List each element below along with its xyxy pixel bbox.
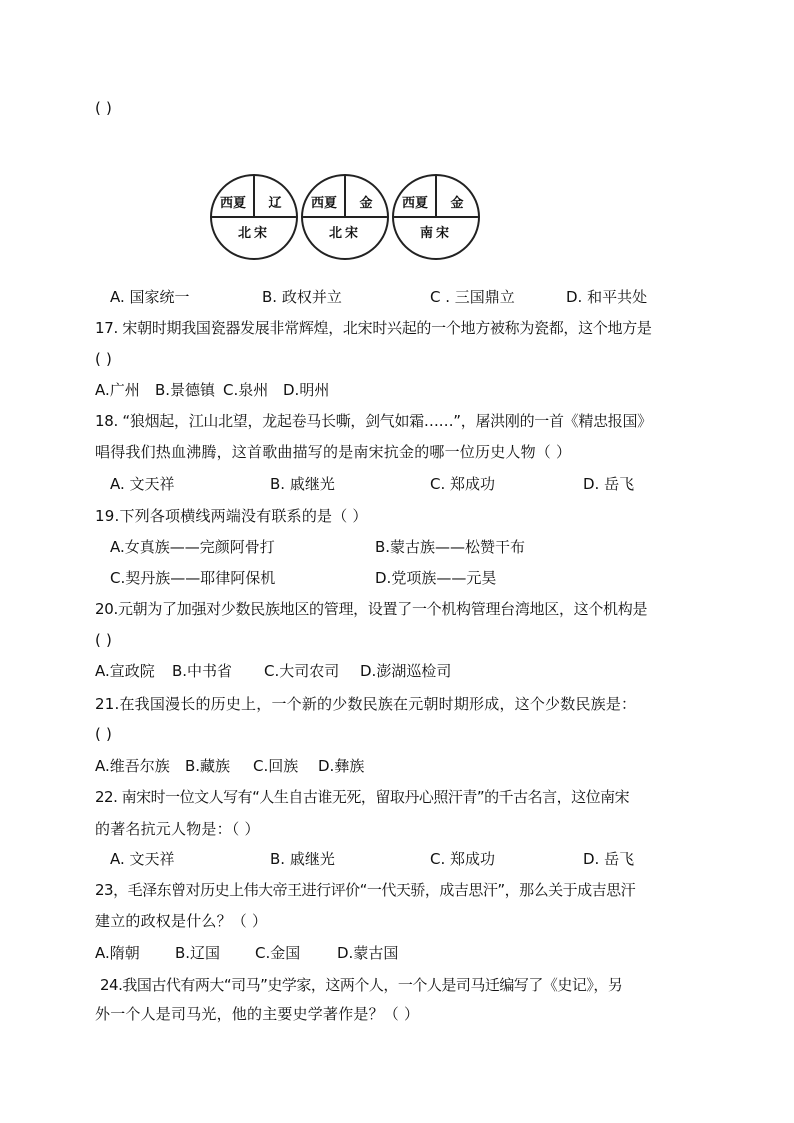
option-b: B. 戚继光 bbox=[270, 475, 335, 493]
q17-answer-blank: ( ) bbox=[95, 350, 113, 368]
option-c: C.大司农司 bbox=[264, 662, 340, 680]
option-d: D.澎湖巡检司 bbox=[360, 662, 452, 680]
regime-circle-1 bbox=[210, 174, 298, 260]
option-d: D.蒙古国 bbox=[337, 944, 399, 962]
regime-label: 金 bbox=[359, 196, 373, 211]
regime-label: 金 bbox=[450, 196, 464, 211]
q16-answer-blank: ( ) bbox=[95, 99, 113, 117]
option-b: B.中书省 bbox=[172, 662, 233, 680]
regime-label: 西夏 bbox=[401, 196, 428, 211]
option-d: D. 岳飞 bbox=[583, 850, 635, 868]
option-c: C. 郑成功 bbox=[430, 850, 496, 868]
q24-stem-line1: 24.我国古代有两大“司马”史学家，这两个人，一个人是司马迁编写了《史记》，另 bbox=[100, 976, 623, 994]
q23-stem-line1: 23，毛泽东曾对历史上伟大帝王进行评价“一代天骄，成吉思汗”，那么关于成吉思汗 bbox=[95, 881, 636, 899]
q20-stem: 20.元朝为了加强对少数民族地区的管理，设置了一个机构管理台湾地区，这个机构是 bbox=[95, 600, 648, 618]
q20-answer-blank: ( ) bbox=[95, 631, 113, 649]
q22-stem-line2: 的著名抗元人物是：（ ） bbox=[95, 820, 260, 838]
q21-answer-blank: ( ) bbox=[95, 725, 113, 743]
option-c: C.回族 bbox=[253, 757, 299, 775]
q23-stem-line2: 建立的政权是什么？（ ） bbox=[95, 912, 268, 930]
option-a: A. 文天祥 bbox=[110, 475, 175, 493]
option-b: B.蒙古族——松赞干布 bbox=[375, 538, 526, 556]
q18-stem-line2: 唱得我们热血沸腾，这首歌曲描写的是南宋抗金的哪一位历史人物（ ） bbox=[95, 443, 572, 461]
q21-stem: 21.在我国漫长的历史上，一个新的少数民族在元朝时期形成，这个少数民族是： bbox=[95, 695, 637, 713]
option-c: C. 郑成功 bbox=[430, 475, 496, 493]
option-c: C . 三国鼎立 bbox=[430, 288, 515, 306]
regime-label: 辽 bbox=[268, 196, 282, 211]
option-a: A.宣政院 bbox=[95, 662, 155, 680]
q24-stem-line2: 外一个人是司马光，他的主要史学著作是？（ ） bbox=[95, 1005, 420, 1023]
option-a: A. 文天祥 bbox=[110, 850, 175, 868]
option-b: B. 政权并立 bbox=[262, 288, 342, 306]
option-b: B.景德镇 bbox=[155, 381, 216, 399]
option-d: D. 岳飞 bbox=[583, 475, 635, 493]
option-d: D.彝族 bbox=[318, 757, 365, 775]
q19-stem: 19.下列各项横线两端没有联系的是（ ） bbox=[95, 507, 368, 525]
regime-circle-3 bbox=[392, 174, 480, 260]
option-c: C.金国 bbox=[255, 944, 301, 962]
option-d: D.党项族——元昊 bbox=[375, 569, 497, 587]
option-b: B.辽国 bbox=[175, 944, 221, 962]
option-a: A.女真族——完颜阿骨打 bbox=[110, 538, 275, 556]
option-b: B. 戚继光 bbox=[270, 850, 335, 868]
q17-stem: 17. 宋朝时期我国瓷器发展非常辉煌，北宋时兴起的一个地方被称为瓷都，这个地方是 bbox=[95, 319, 652, 337]
option-a: A.维吾尔族 bbox=[95, 757, 170, 775]
option-a: A.广州 bbox=[95, 381, 140, 399]
q18-stem-line1: 18. “狼烟起，江山北望，龙起卷马长嘶，剑气如霜……”，屠洪刚的一首《精忠报国》 bbox=[95, 412, 652, 430]
option-d: D. 和平共处 bbox=[566, 288, 648, 306]
option-a: A. 国家统一 bbox=[110, 288, 190, 306]
regime-label: 南宋 bbox=[419, 226, 452, 241]
option-c: C.契丹族——耶律阿保机 bbox=[110, 569, 276, 587]
regime-label: 西夏 bbox=[219, 196, 246, 211]
regime-label: 北宋 bbox=[328, 226, 361, 241]
regime-circle-2 bbox=[301, 174, 389, 260]
option-d: D.明州 bbox=[283, 381, 330, 399]
option-c: C.泉州 bbox=[223, 381, 269, 399]
option-b: B.藏族 bbox=[185, 757, 231, 775]
regime-label: 西夏 bbox=[310, 196, 337, 211]
option-a: A.隋朝 bbox=[95, 944, 140, 962]
q22-stem-line1: 22. 南宋时一位文人写有“人生自古谁无死，留取丹心照汗青”的千古名言，这位南宋 bbox=[95, 788, 630, 806]
regime-label: 北宋 bbox=[237, 226, 270, 241]
regime-diagram bbox=[210, 174, 482, 260]
